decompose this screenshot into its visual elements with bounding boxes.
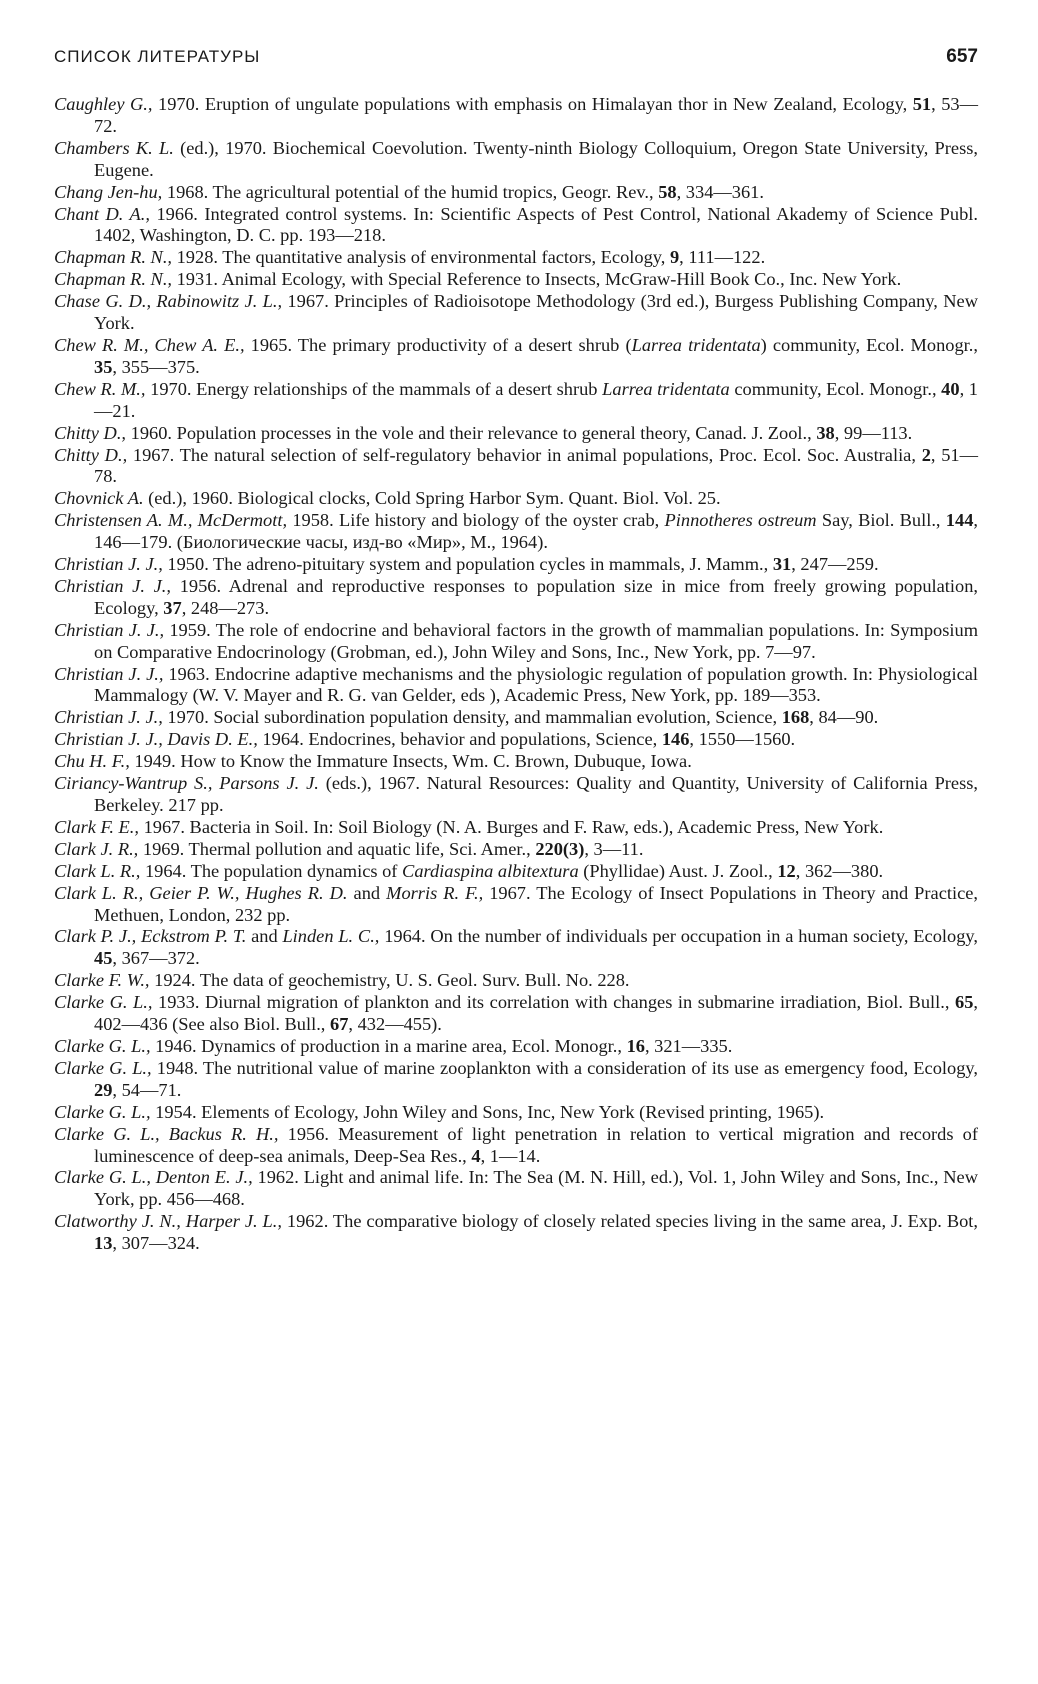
reference-text: ) community, Ecol. Monogr., [760,334,978,355]
reference-text: , 84—90. [809,707,879,728]
reference-entry [54,664,978,708]
reference-author: Clark J. R., [54,838,139,859]
reference-text: 1969. Thermal pollution and aquatic life, Sci. Amer., [138,838,536,859]
reference-author: Clarke G. L., [54,1101,151,1122]
reference-volume: 9 [669,247,680,268]
reference-text: (Phyllidae) Aust. J. Zool., [578,860,778,881]
reference-author: Christian J. J., Davis D. E., [54,729,258,750]
reference-volume: 4 [471,1145,481,1166]
reference-author: Chapman R. N., [54,247,173,268]
reference-author: Christian J. J., [54,663,164,684]
reference-author: Chu H. F., [54,751,130,772]
reference-text: 1967. The natural selection of self-regulatory behavior in animal populations, Proc. Ecol. Soc. Australia, [127,444,922,465]
reference-entry [54,1124,978,1168]
reference-entry [54,861,978,883]
reference-volume: 220(3) [535,838,585,859]
reference-text: 1967. Principles of Radioisotope Methodology (3rd ed.), Burgess Publishing Company, New York. [94,291,978,334]
reference-text: , 248—273. [181,597,270,618]
reference-text: 1950. The adreno-pituitary system and population cycles in mammals, J. Mamm., [162,554,773,575]
reference-author: Christian J. J., [54,554,163,575]
reference-entry [54,247,978,269]
reference-text: 1946. Dynamics of production in a marine area, Ecol. Monogr., [150,1035,627,1056]
reference-text: 1962. The comparative biology of closely related species living in the same area, J. Exp. Bot, [281,1211,978,1232]
reference-author: Clarke G. L., [54,1035,151,1056]
reference-text: , 1—14. [480,1145,541,1166]
reference-author: Clarke G. L., Backus R. H., [54,1123,279,1144]
reference-text: , 3—11. [584,838,644,859]
reference-entry [54,1167,978,1211]
reference-author: Clatworthy J. N., Harper J. L., [54,1211,282,1232]
reference-text: 1963. Endocrine adaptive mechanisms and the physiologic regulation of population growth. In: Physiological Mammalogy (W. V. Mayer and R. G. van Gelder, eds ), Academic Press, New York, pp. 189—353. [94,663,979,706]
reference-text: 1959. The role of endocrine and behavioral factors in the growth of mammalian populations. In: Symposium on Comparative Endocrinology (Grobman, ed.), John Wiley and Sons, Inc., New York, pp. 7—97. [94,619,978,662]
reference-text: , 247—259. [791,554,879,575]
reference-volume: 58 [658,181,677,202]
reference-text: 1962. Light and animal life. In: The Sea (M. N. Hill, ed.), Vol. 1, John Wiley and Sons, Inc., New York, pp. 456—468. [94,1167,978,1210]
reference-text: Say, Biol. Bull., [816,510,946,531]
reference-entry [54,379,978,423]
reference-text: 1964. On the number of individuals per occupation in a human society, Ecology, [379,926,979,947]
reference-text: , 146—179. (Биологические часы, изд-во «Мир», М., 1964). [94,510,978,553]
reference-entry [54,423,978,445]
reference-entry [54,291,978,335]
reference-volume: 2 [921,444,931,465]
reference-text: , 355—375. [112,356,200,377]
reference-author: Chapman R. N., [54,269,173,290]
reference-text: 1967. Bacteria in Soil. In: Soil Biology (N. A. Burges and F. Raw, eds.), Academic Press, New York. [138,816,884,837]
reference-text: , 1—21. [94,378,978,421]
reference-entry [54,488,978,510]
reference-volume: 37 [163,597,182,618]
reference-text: 1956. Adrenal and reproductive responses to population size in mice from freely growing population, Ecology, [94,575,978,618]
reference-author: Chang Jen-hu, [54,181,163,202]
reference-entry [54,1058,978,1102]
reference-text: 1967. The Ecology of Insect Populations in Theory and Practice, Methuen, London, 232 pp. [94,882,979,925]
reference-text: , 362—380. [795,860,884,881]
running-head [54,46,978,94]
reference-text: 1949. How to Know the Immature Insects, Wm. C. Brown, Dubuque, Iowa. [129,751,692,772]
reference-text: , 111—122. [679,247,766,268]
reference-volume: 35 [94,356,113,377]
reference-entry [54,707,978,729]
reference-entry [54,510,978,554]
reference-text: 1924. The data of geochemistry, U. S. Geol. Surv. Bull. No. 228. [149,970,630,991]
reference-text: community, Ecol. Monogr., [729,378,942,399]
reference-entry [54,1102,978,1124]
reference-text: , 51—78. [94,444,979,487]
reference-entry [54,926,978,970]
reference-author: Chew R. M., Chew A. E., [54,334,245,355]
reference-text: , 334—361. [676,181,764,202]
reference-text: 1954. Elements of Ecology, John Wiley and Sons, Inc, New York (Revised printing, 1965). [150,1101,825,1122]
reference-text: 1968. The agricultural potential of the humid tropics, Geogr. Rev., [162,181,659,202]
reference-text: , 367—372. [112,948,200,969]
reference-text: 1960. Population processes in the vole and their relevance to general theory, Canad. J. Zool., [126,422,817,443]
reference-author: Chovnick A. [54,488,144,509]
reference-text: (eds.), 1967. Natural Resources: Quality and Quantity, University of California Press, Berkeley. 217 pp. [94,773,978,815]
reference-text: , 307—324. [112,1233,200,1254]
section-title: СПИСОК ЛИТЕРАТУРЫ [54,47,261,66]
reference-author: Chase G. D., Rabinowitz J. L., [54,291,283,312]
reference-text: 1964. The population dynamics of [140,860,403,881]
reference-text: 1964. Endocrines, behavior and populations, Science, [257,729,662,750]
reference-volume: 12 [777,860,796,881]
reference-text: 1958. Life history and biology of the oyster crab, [287,510,665,531]
reference-entry [54,182,978,204]
reference-text: , 1550—1560. [689,729,796,750]
reference-author: Christian J. J., [54,575,171,596]
reference-text: 1970. Energy relationships of the mammals of a desert shrub [145,378,603,399]
reference-text: 1965. The primary productivity of a desert shrub ( [244,334,632,355]
reference-volume: 67 [330,1014,349,1035]
reference-volume: 38 [816,422,835,443]
reference-italic: Linden L. C., [282,926,380,947]
reference-volume: 168 [781,707,810,728]
reference-volume: 16 [626,1035,645,1056]
reference-entry [54,204,978,248]
reference-volume: 65 [955,992,974,1013]
reference-text: 1970. Social subordination population density, and mammalian evolution, Science, [162,707,782,728]
reference-text: (ed.), 1970. Biochemical Coevolution. Twenty-ninth Biology Colloquium, Oregon State University, Press, Eugene. [94,137,978,180]
reference-volume: 146 [661,729,690,750]
reference-text: and [347,882,387,903]
reference-author: Christensen A. M., McDermott, [54,510,288,531]
reference-volume: 144 [945,510,974,531]
reference-entry [54,1036,978,1058]
reference-entry [54,817,978,839]
reference-volume: 13 [94,1233,113,1254]
reference-author: Clark L. R., Geier P. W., Hughes R. D. [54,882,348,903]
reference-italic: Cardiaspina albitextura [402,860,579,881]
reference-entry [54,445,978,489]
reference-italic: Morris R. F., [386,882,484,903]
reference-text: 1956. Measurement of light penetration in relation to vertical migration and records of luminescence of deep-sea animals, Deep-Sea Res., [94,1123,978,1166]
reference-author: Clarke G. L., [54,1057,152,1078]
reference-text: , 321—335. [644,1035,733,1056]
reference-entry [54,335,978,379]
reference-author: Chambers K. L. [54,137,174,158]
reference-text: and [246,926,283,947]
reference-italic: Pinnotheres ostreum [664,510,817,531]
reference-author: Chitty D., [54,422,127,443]
reference-entry [54,620,978,664]
reference-author: Clark F. E., [54,816,139,837]
reference-entry [54,992,978,1036]
reference-entry [54,1211,978,1255]
reference-italic: Larrea tridentata [602,378,730,399]
page-number: 657 [946,46,978,67]
reference-volume: 45 [94,948,113,969]
reference-author: Clarke G. L., Denton E. J., [54,1167,253,1188]
reference-author: Caughley G., [54,94,153,114]
reference-text: 1970. Eruption of ungulate populations with emphasis on Himalayan thor in New Zealand, Ecology, [152,94,913,114]
reference-text: , 53—72. [94,94,978,136]
reference-volume: 40 [941,378,960,399]
reference-text: , 402—436 (See also Biol. Bull., [94,992,978,1035]
reference-entry [54,839,978,861]
reference-italic: Larrea tridentata [631,334,761,355]
reference-volume: 51 [912,94,932,114]
reference-text: , 54—71. [112,1079,182,1100]
reference-entry [54,773,978,817]
reference-entry [54,269,978,291]
reference-volume: 31 [772,554,792,575]
reference-list [54,94,978,1255]
reference-text: 1933. Diurnal migration of plankton and its correlation with changes in submarine irradiation, Biol. Bull., [152,992,955,1013]
reference-entry [54,751,978,773]
reference-text: , 432—455). [348,1014,442,1035]
reference-entry [54,554,978,576]
reference-author: Christian J. J., [54,619,165,640]
reference-entry [54,883,978,927]
reference-author: Chant D. A., [54,203,150,224]
reference-entry [54,729,978,751]
reference-author: Clark L. R., [54,860,141,881]
reference-entry [54,576,978,620]
reference-author: Clarke G. L., [54,992,153,1013]
reference-text: 1928. The quantitative analysis of environmental factors, Ecology, [172,247,670,268]
reference-volume: 29 [94,1079,113,1100]
reference-text: 1966. Integrated control systems. In: Scientific Aspects of Pest Control, National Akademy of Science Publ. 1402, Washington, D. C. pp. 193—218. [94,203,978,246]
reference-text: (ed.), 1960. Biological clocks, Cold Spring Harbor Sym. Quant. Biol. Vol. 25. [143,488,721,509]
reference-author: Clarke F. W., [54,970,150,991]
reference-author: Clark P. J., Eckstrom P. T. [54,926,247,947]
reference-entry [54,94,978,138]
reference-text: 1931. Animal Ecology, with Special Reference to Insects, McGraw-Hill Book Co., Inc. New York. [172,269,902,290]
reference-entry [54,138,978,182]
reference-author: Chitty D., [54,444,128,465]
reference-entry [54,970,978,992]
reference-author: Christian J. J., [54,707,163,728]
reference-text: 1948. The nutritional value of marine zooplankton with a consideration of its use as emergency food, Ecology, [151,1057,978,1078]
reference-author: Chew R. M., [54,378,146,399]
reference-text: , 99—113. [834,422,913,443]
reference-author: Ciriancy-Wantrup S., Parsons J. J. [54,773,319,794]
